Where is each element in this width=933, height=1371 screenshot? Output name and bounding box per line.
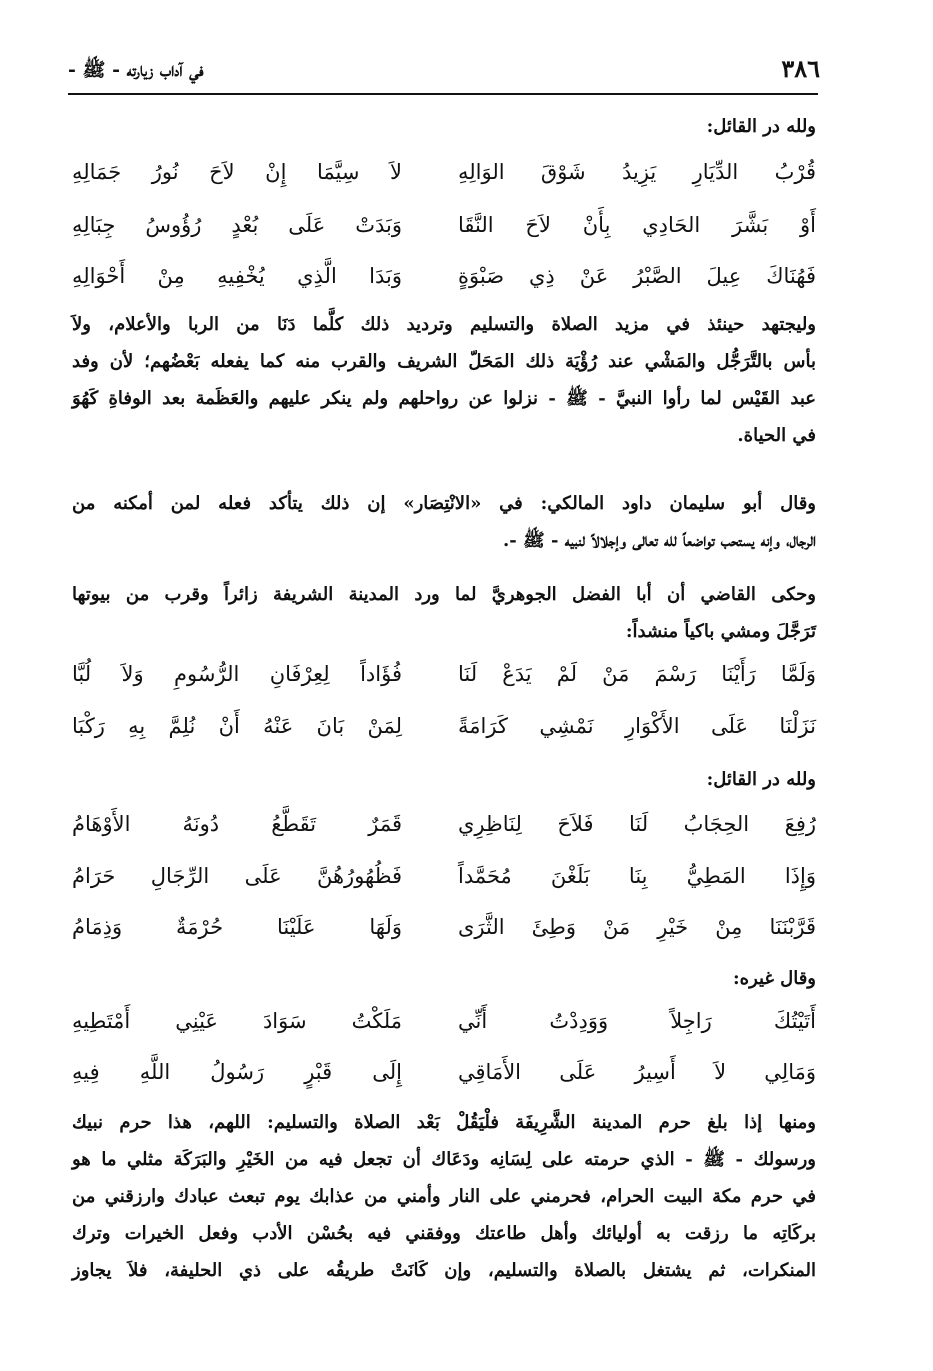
paragraph — [72, 306, 816, 454]
verse-second-hemistich: وَبَدَا الَّذِي يُخْفِيهِ مِنْ أَحْوَالِهِ — [72, 264, 402, 288]
verse-first-hemistich: نَزَلْنَا عَلَى الأَكْوَارِ نَمْشِي كَرَامَةً — [458, 714, 816, 738]
verse-first-hemistich: فَهُنَاكَ عِيلَ الصَّبْرُ عَنْ ذِي صَبْوَةٍ — [458, 264, 816, 288]
page-number: ٣٨٦ — [781, 54, 820, 83]
text-line: بركَاتِه ما رزقت به أوليائك وأهل طاعتك ووفقني فيه بحُسْن الأدب وفعل الخيرات وترك — [72, 1223, 816, 1244]
page-header — [68, 52, 820, 92]
text-line: بأس بالتَّرَجُّل والمَشْي عند رُؤْيَة ذلك المَحَلّ الشريف والقرب منه كما يفعله بَعْضُهم؛ لأن وفد — [72, 351, 816, 372]
verse-line — [72, 213, 816, 257]
verse-second-hemistich: وَبَدَتْ عَلَى بُعْدٍ رُؤُوسُ جِبَالِهِ — [72, 213, 402, 237]
text-line: الرجال، وإنه يستحب تواضعاً لله تعالى وإجلالاً لنبيه - ﷺ -. — [502, 530, 816, 551]
paragraph — [72, 485, 816, 559]
verse-line — [72, 662, 816, 706]
verse-second-hemistich: وَلَهَا عَلَيْنَا حُرْمَةٌ وَذِمَامُ — [72, 915, 402, 939]
verse-line — [72, 264, 816, 308]
verse-second-hemistich: لِمَنْ بَانَ عَنْهُ أَنْ نُلِمَّ بِهِ رَكْبَا — [72, 714, 402, 738]
text-line: وقال أبو سليمان داود المالكي: في «الانْتِصَار» إن ذلك يتأكد فعله لمن أمكنه من — [72, 493, 816, 514]
verse-line — [72, 1060, 816, 1104]
verse-intro-label: ولله در القائل: — [706, 769, 816, 790]
text-line: المنكرات، ثم يشتغل بالصلاة والتسليم، وإن كَانَتْ طريقُه على ذي الحليفة، فلاَ يجاوز — [72, 1260, 816, 1281]
verse-first-hemistich: وَمَالِي لاَ أَسِيرُ عَلَى الأَمَاقِي — [458, 1060, 816, 1084]
verse-intro-label: ولله در القائل: — [706, 116, 816, 137]
paragraph — [72, 1104, 816, 1289]
verse-second-hemistich: مَلَكْتُ سَوَادَ عَيْنِي أَمْتَطِيهِ — [72, 1009, 402, 1033]
verse-first-hemistich: رُفِعَ الحِجَابُ لَنَا فَلاَحَ لِنَاظِرِي — [458, 812, 816, 836]
verse-first-hemistich: قُرْبُ الدِّيَارِ يَزِيدُ شَوْقَ الوَالِهِ — [458, 160, 816, 184]
verse-first-hemistich: قَرَّبْنَنَا مِنْ خَيْرِ مَنْ وَطِئَ الثَّرَى — [458, 915, 816, 939]
verse-line — [72, 915, 816, 959]
verse-first-hemistich: أَتَيْتُكَ رَاجِلاً وَوَدِدْتُ أَنِّي — [458, 1009, 816, 1033]
header-rule — [68, 93, 818, 95]
verse-second-hemistich: قَمَرٌ تَقَطَّعُ دُونَهُ الأَوْهَامُ — [72, 812, 402, 836]
verse-line — [72, 812, 816, 856]
verse-intro-label: وقال غيره: — [733, 968, 816, 989]
verse-second-hemistich: لاَ سِيَّمَا إِنْ لاَحَ نُورُ جَمَالِهِ — [72, 160, 402, 184]
text-line: ورسولك - ﷺ - الذي حرمته على لِسَانِه ودَعَاك أن تجعل فيه من الخَيْرِ والبَرَكَة مثلي ما هو — [72, 1149, 816, 1170]
verse-first-hemistich: أَوْ بَشَّرَ الحَادِي بِأَنْ لاَحَ النَّقَا — [458, 213, 816, 237]
verse-line — [72, 1009, 816, 1053]
text-line: وحكى القاضي أن أبا الفضل الجوهريَّ لما ورد المدينة الشريفة زائراً وقرب من بيوتها — [72, 584, 816, 605]
text-line: في حرم مكة البيت الحرام، فحرمني على النار وأمني من عذابك يوم تبعث عبادك وارزقني من — [72, 1186, 816, 1207]
verse-first-hemistich: وَلَمَّا رَأَيْنَا رَسْمَ مَنْ لَمْ يَدَعْ لَنَا — [458, 662, 816, 686]
text-line: في الحياة. — [737, 425, 816, 446]
text-line: ومنها إذا بلغ حرم المدينة الشَّرِيفَة فلْيَقُلْ بَعْد الصلاة والتسليم: اللهم، هذا حرم نبيك — [72, 1112, 816, 1133]
verse-first-hemistich: وَإِذَا المَطِيُّ بِنَا بَلَغْنَ مُحَمَّداً — [458, 864, 816, 888]
text-line: وليجتهد حينئذ في مزيد الصلاة والتسليم وترديد ذلك كلَّما دَنَا من الربا والأعلام، ولاَ — [72, 314, 816, 335]
text-line: تَرَجَّلَ ومشي باكياً منشداً: — [625, 621, 816, 642]
verse-line — [72, 864, 816, 908]
verse-second-hemistich: فَظُهُورُهُنَّ عَلَى الرِّجَالِ حَرَامُ — [72, 864, 402, 888]
verse-line — [72, 714, 816, 758]
paragraph — [72, 576, 816, 650]
verse-second-hemistich: فُؤَاداً لِعِرْفَانِ الرُّسُومِ وَلاَ لُبَّا — [72, 662, 402, 686]
running-head: في آداب زيارته - ﷺ - — [68, 59, 204, 81]
verse-second-hemistich: إِلَى قَبْرٍ رَسُولُ اللَّهِ فِيهِ — [72, 1060, 402, 1084]
text-line: عبد القَيْس لما رأوا النبيَّ - ﷺ - نزلوا عن رواحلهم ولم ينكر عليهم والعَظَمة بعد الوفاةِ كَهُوَ — [72, 388, 816, 409]
verse-line — [72, 160, 816, 204]
